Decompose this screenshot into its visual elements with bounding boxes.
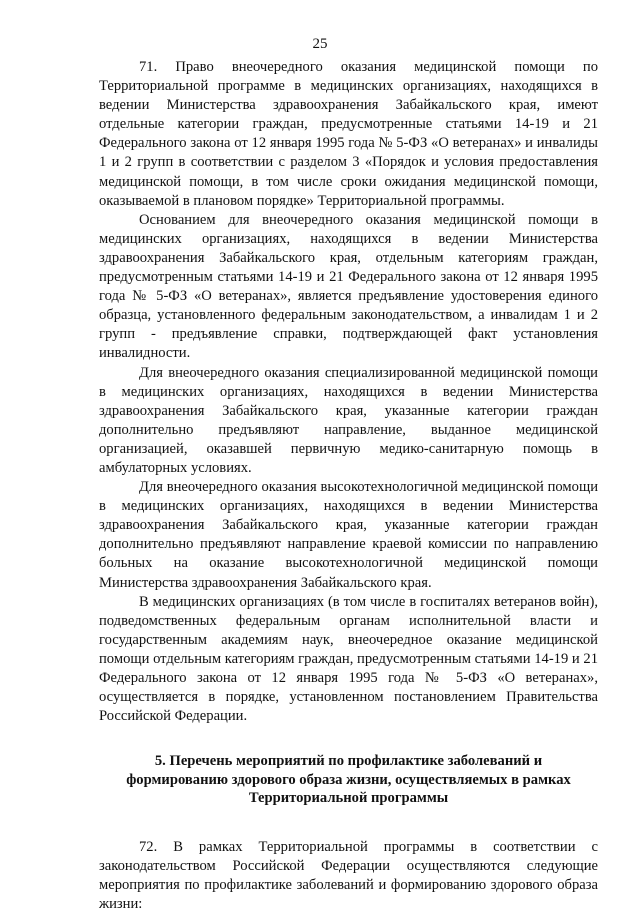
page-number: 25	[312, 36, 328, 52]
paragraph-specialized-care: Для внеочередного оказания специализированной медицинской помощи в медицинских организациях, находящихся в ведении Министерства здравоохранения Забайкальского края, указанные категории граждан дополнительно предъявляют направление, выданное медицинской организацией, оказавшей первичную медико-санитарную помощь в амбулаторных условиях.	[99, 364, 598, 476]
paragraph-high-tech-care: Для внеочередного оказания высокотехнологичной медицинской помощи в медицинских организациях, находящихся в ведении Министерства здравоохранения Забайкальского края, указанные категории граждан дополнительно предъявляют направление краевой комиссии по направлению больных на оказание высокотехнологичной медицинской помощи Министерства здравоохранения Забайкальского края.	[99, 479, 598, 591]
paragraph-federal-organizations: В медицинских организациях (в том числе в госпиталях ветеранов войн), подведомственных федеральным органам исполнительной власти и государственным академиям наук, внеочередное оказание медицинской помощи отдельным категориям граждан, предусмотренным статьями 14-19 и 21 Федерального закона от 12 января 1995 года № 5-ФЗ «О ветеранах», осуществляется в порядке, установленном постановлением Правительства Российской Федерации.	[99, 593, 598, 725]
paragraph-72: 72. В рамках Территориальной программы в соответствии с законодательством Российской Федерации осуществляются следующие мероприятия по профилактике заболеваний и формированию здорового образа жизни:	[99, 839, 598, 913]
section-heading: 5. Перечень мероприятий по профилактике заболеваний и формированию здорового образа жизни, осуществляемых в рамках Территориальной программы	[126, 753, 571, 807]
paragraph-71: 71. Право внеочередного оказания медицинской помощи по Территориальной программе в медицинских организациях, находящихся в ведении Министерства здравоохранения Забайкальского края, имеют отдельные категории граждан, предусмотренные статьями 14-19 и 21 Федерального закона от 12 января 1995 года № 5-ФЗ «О ветеранах» и инвалиды 1 и 2 групп в соответствии с разделом 3 «Порядок и условия предоставления медицинской помощи, в том числе сроки ожидания медицинской помощи, оказываемой в плановом порядке» Территориальной программы.	[99, 59, 598, 209]
document-body	[99, 58, 598, 914]
paragraph-basis: Основанием для внеочередного оказания медицинской помощи в медицинских организациях, находящихся в ведении Министерства здравоохранения Забайкальского края, отдельным категориям граждан, предусмотренным статьями 14-19 и 21 Федерального закона от 12 января 1995 года № 5-ФЗ «О ветеранах», является предъявление удостоверения единого образца, установленного федеральным законодательством, а инвалидам 1 и 2 групп - предъявление справки, подтверждающей факт установления инвалидности.	[99, 211, 598, 362]
